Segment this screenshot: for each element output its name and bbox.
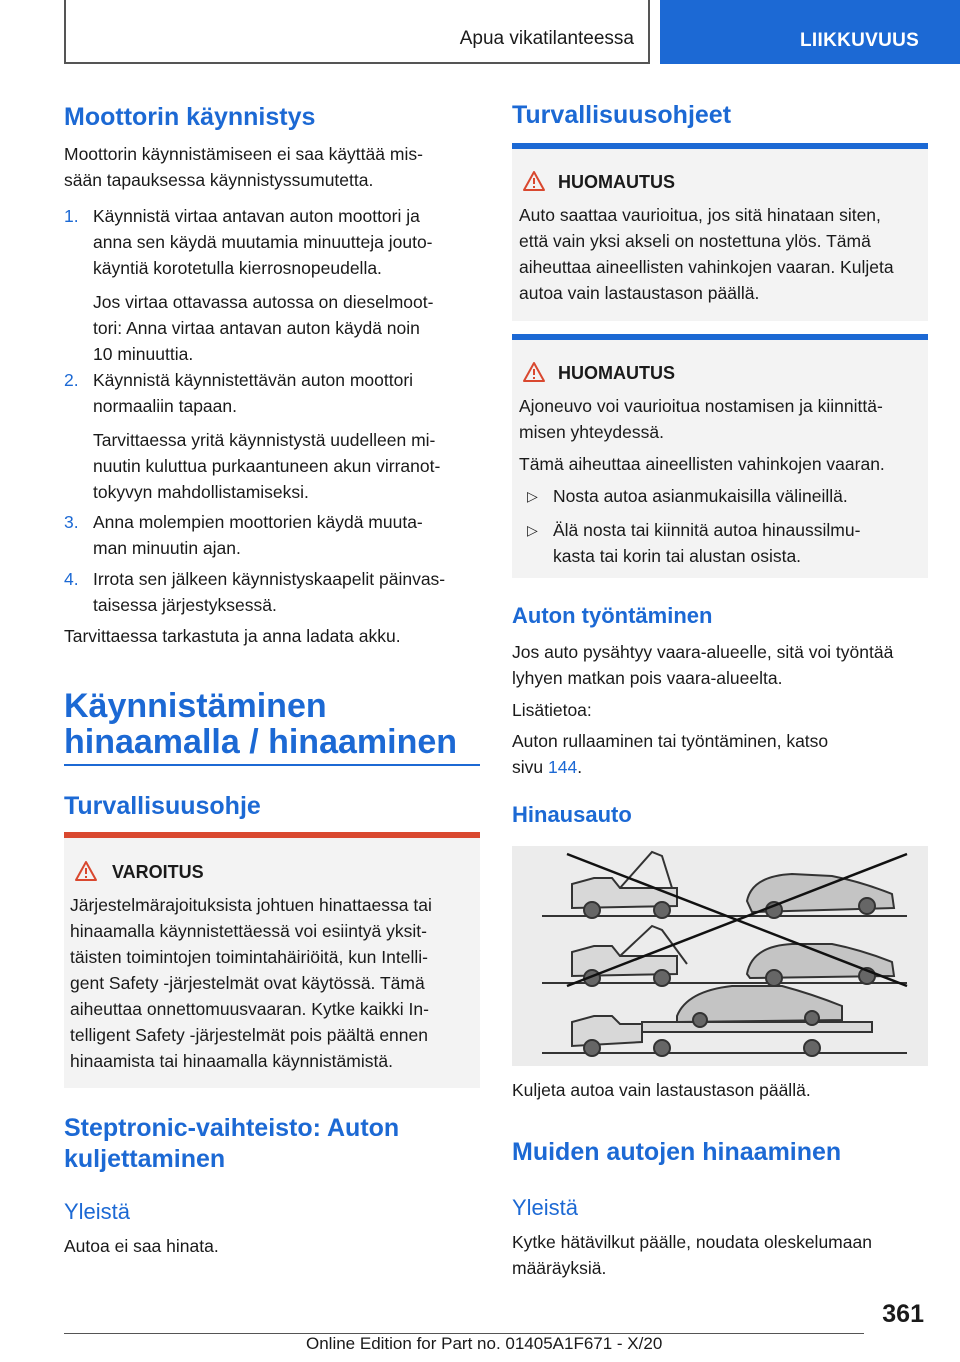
step-number: 4. (64, 569, 79, 589)
more-info-label: Lisätietoa: (512, 700, 592, 720)
tow-truck-drawing (512, 846, 928, 1066)
bullet-marker: ▷ (527, 488, 538, 504)
general-line: määräyksiä. (512, 1258, 607, 1278)
steptronic-heading-line: kuljettaminen (64, 1145, 226, 1173)
step-line: normaaliin tapaan. (93, 396, 237, 416)
reference-suffix: . (577, 757, 583, 777)
step-line: Käynnistä virtaa antavan auton moottori ja (93, 206, 420, 226)
warning-line: hinaamista tai hinaamalla käynnistämistä. (70, 1051, 393, 1071)
step-line: Tarvittaessa yritä käynnistystä uudelleen mi- (93, 430, 436, 450)
reference-prefix: sivu (512, 757, 548, 777)
step-line: 10 minuuttia. (93, 344, 194, 364)
step-line: tokyvyn mahdollistamiseksi. (93, 482, 309, 502)
towing-heading-line: hinaamalla / hinaaminen (64, 723, 458, 761)
intro-line: Moottorin käynnistämiseen ei saa käyttää mis- (64, 144, 423, 164)
step-line: Anna molempien moottorien käydä muuta- (93, 512, 423, 532)
notice-bullet (519, 483, 923, 509)
page-number: 361 (882, 1300, 924, 1328)
notice-line: Auto saattaa vaurioitua, jos sitä hinataan siten, (519, 205, 881, 225)
push-text (512, 639, 893, 691)
warning-line: telligent Safety -järjestelmät pois päältä ennen (70, 1025, 428, 1045)
towing-heading (64, 688, 457, 760)
step-line: Irrota sen jälkeen käynnistyskaapelit päinvas- (93, 569, 446, 589)
other-towing-heading: Muiden autojen hinaaminen (512, 1138, 842, 1166)
header-section-box (64, 0, 650, 64)
steptronic-heading (64, 1113, 399, 1175)
safety-heading-left: Turvallisuusohje (64, 792, 261, 820)
safety-heading-right: Turvallisuusohjeet (512, 101, 732, 129)
warning-line: aiheuttaa onnettomuusvaaran. Kytke kaikki In- (70, 999, 429, 1019)
tow-vehicle-heading: Hinausauto (512, 802, 632, 827)
bullet-line: kasta tai korin tai alustan osista. (553, 546, 802, 566)
notice-line: että vain yksi akseli on nostettuna ylös. Tämä (519, 231, 871, 251)
notice-box-2 (512, 334, 928, 578)
warning-line: täisten toimintojen toimintahäiriöitä, kun Intelli- (70, 947, 428, 967)
reference-line: Auton rullaaminen tai työntäminen, katso (512, 731, 829, 751)
notice-label: HUOMAUTUS (558, 363, 675, 383)
notice-label: HUOMAUTUS (558, 172, 675, 192)
warning-box (64, 832, 480, 1088)
step-line: nuutin kuluttua purkaantuneen akun virranot- (93, 456, 441, 476)
header-chapter-tab[interactable] (660, 0, 960, 64)
notice-line: aiheuttaa aineellisten vahinkojen vaaran. Kuljeta (519, 257, 894, 277)
bullet-line: Älä nosta tai kiinnitä autoa hinaussilmu- (553, 520, 861, 540)
push-line: Jos auto pysähtyy vaara-alueelle, sitä voi työntää (512, 642, 894, 662)
engine-start-heading: Moottorin käynnistys (64, 103, 316, 131)
engine-start-closing: Tarvittaessa tarkastuta ja anna ladata akku. (64, 626, 401, 646)
warning-line: Järjestelmärajoituksista johtuen hinattaessa tai (70, 895, 432, 915)
warning-text (70, 892, 474, 1074)
warning-line: gent Safety -järjestelmät ovat käytössä. Tämä (70, 973, 425, 993)
steptronic-heading-line: Steptronic-vaihteisto: Auton (64, 1114, 400, 1142)
push-heading: Auton työntäminen (512, 603, 713, 628)
image-caption: Kuljeta autoa vain lastaustason päällä. (512, 1080, 811, 1100)
warning-line: hinaamalla käynnistettäessä voi esiintyä yksit- (70, 921, 427, 941)
notice-line: Ajoneuvo voi vaurioitua nostamisen ja kiinnittä- (519, 396, 883, 416)
notice-line: misen yhteydessä. (519, 422, 664, 442)
footer-edition: Online Edition for Part no. 01405A1F671 - X/20 (306, 1334, 663, 1353)
notice-bullet (519, 517, 923, 569)
reference-text (512, 728, 828, 780)
towing-heading-line: Käynnistäminen (64, 687, 327, 725)
bullet-marker: ▷ (527, 522, 538, 538)
reference-line (512, 754, 828, 780)
step-line: Jos virtaa ottavassa autossa on dieselmoot- (93, 292, 434, 312)
step-line: taisessa järjestyksessä. (93, 595, 277, 615)
general-text-left: Autoa ei saa hinata. (64, 1236, 219, 1256)
caution-icon (522, 361, 546, 383)
step-line: tori: Anna virtaa antavan auton käydä noin (93, 318, 420, 338)
step-line: Käynnistä käynnistettävän auton moottori (93, 370, 414, 390)
general-text-right (512, 1229, 872, 1281)
general-heading-left: Yleistä (64, 1199, 131, 1224)
notice-bar (512, 334, 928, 340)
warning-label: VAROITUS (112, 862, 204, 882)
notice-line: Tämä aiheuttaa aineellisten vahinkojen vaaran. (519, 454, 885, 474)
bullet-line: Nosta autoa asianmukaisilla välineillä. (553, 486, 848, 506)
general-heading-right: Yleistä (512, 1195, 579, 1220)
general-line: Kytke hätävilkut päälle, noudata oleskelumaan (512, 1232, 872, 1252)
tow-truck-illustration (512, 846, 928, 1066)
header-chapter-label: LIIKKUVUUS (800, 30, 920, 51)
notice-text (519, 202, 923, 306)
push-line: lyhyen matkan pois vaara-alueelta. (512, 668, 783, 688)
step-number: 3. (64, 512, 79, 532)
step-line: anna sen käydä muutamia minuutteja jouto- (93, 232, 433, 252)
caution-icon (522, 170, 546, 192)
step-number: 1. (64, 206, 79, 226)
engine-start-intro (64, 141, 423, 193)
step-number: 2. (64, 370, 79, 390)
notice-text (519, 393, 923, 477)
notice-bar (512, 143, 928, 149)
notice-box-1 (512, 143, 928, 321)
step-line: käyntiä korotetulla kierrosnopeudella. (93, 258, 382, 278)
warning-icon (74, 860, 98, 882)
notice-line: autoa vain lastaustason päällä. (519, 283, 760, 303)
warning-bar (64, 832, 480, 838)
step-line: man minuutin ajan. (93, 538, 241, 558)
section-rule (64, 764, 480, 766)
header-section-title: Apua vikatilanteessa (459, 28, 634, 49)
intro-line: sään tapauksessa käynnistyssumutetta. (64, 170, 374, 190)
page-link[interactable]: 144 (547, 757, 578, 777)
